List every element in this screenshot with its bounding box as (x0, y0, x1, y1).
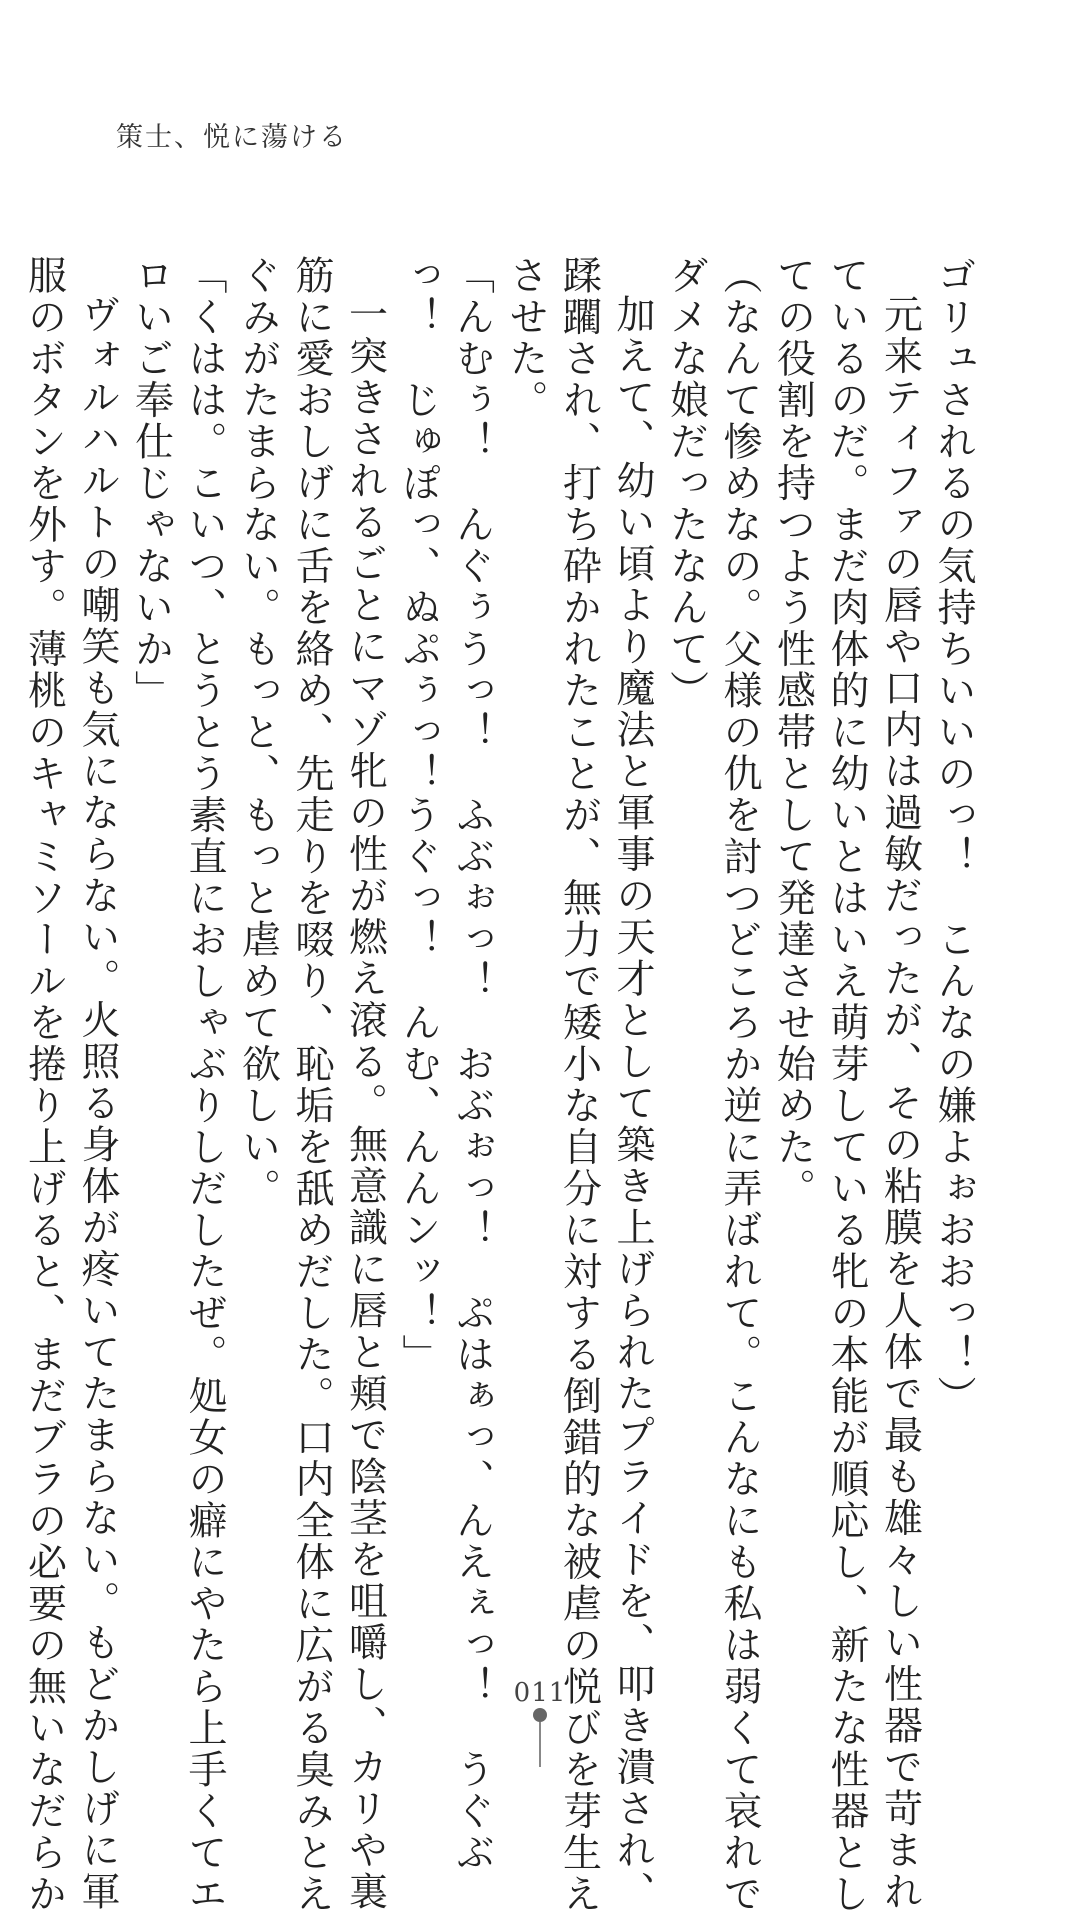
text-line: ぐみがたまらない。もっと、もっと虐めて欲しい。 (235, 255, 281, 1210)
text-line: ているのだ。まだ肉体的に幼いとはいえ萌芽している牝の本能が順応し、新たな性器とし (824, 255, 869, 1915)
text-line: 一突きされるごとにマゾ牝の性が燃え滾る。無意識に唇と頬で陰茎を咀嚼し、カリや裏 (342, 294, 388, 1913)
text-line: 筋に愛おしげに舌を絡め、先走りを啜り、恥垢を舐めだした。口内全体に広がる臭みとえ (289, 255, 334, 1915)
text-line: 蹂躙され、打ち砕かれたことが、無力で矮小な自分に対する倒錯的な被虐の悦びを芽生え (556, 255, 602, 1915)
text-line: （なんて惨めなの。父様の仇を討つどころか逆に弄ばれて。こんなにも私は弱くて哀れで (717, 255, 762, 1915)
text-line: 「くはは。こいつ、とうとう素直におしゃぶりしだしたぜ。処女の癖にやたら上手くてエ (182, 255, 227, 1915)
text-line: 元来ティファの唇や口内は過敏だったが、その粘膜を人体で最も雄々しい性器で苛まれ (877, 294, 923, 1913)
text-line: ての役割を持つよう性感帯として発達させ始めた。 (770, 255, 816, 1210)
page-marker-line (539, 1722, 541, 1767)
text-line: 加えて、幼い頃より魔法と軍事の天才として築き上げられたプライドを、叩き潰され、 (610, 294, 655, 1913)
running-head-title: 策士、悦に蕩ける (116, 122, 348, 153)
text-line: ヴォルハルトの嘲笑も気にならない。火照る身体が疼いてたまらない。もどかしげに軍 (75, 294, 120, 1913)
page-number: 011 (513, 1678, 567, 1708)
text-line: 服のボタンを外す。薄桃のキャミソールを捲り上げると、まだブラの必要の無いなだらか (21, 255, 67, 1915)
text-line: ダメな娘だったなんて） (663, 255, 709, 712)
text-line: っ！ じゅぽっ、ぬぷぅっ！うぐっ！ んむ、んんンッ！」 (396, 255, 441, 1376)
text-line: ロいご奉仕じゃないか」 (128, 255, 174, 712)
page-marker-dot-icon (533, 1708, 547, 1722)
text-line: させた。 (503, 255, 548, 421)
text-line: ゴリュされるの気持ちいいのっ！ こんなの嫌よぉおおっ！） (931, 255, 976, 1417)
text-line: 「んむぅ！ んぐぅうっ！ ふぶぉっ！ おぶぉっ！ ぷはぁっ、んえぇっ！ うぐぶ (449, 255, 495, 1874)
